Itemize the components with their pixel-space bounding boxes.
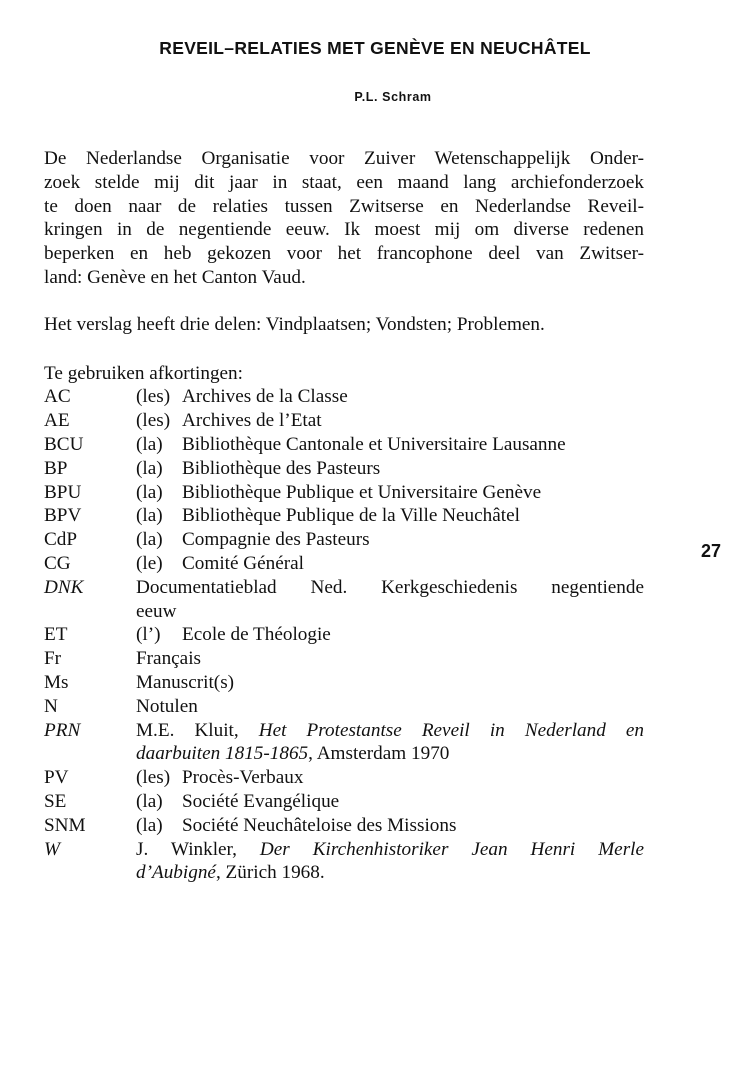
abbreviation-meaning: Bibliothèque Publique et Universitaire Genève (182, 481, 542, 503)
abbreviation-meaning: Bibliothèque des Pasteurs (182, 457, 381, 479)
abbreviation-code: PV (44, 767, 69, 789)
intro-line: De Nederlandse Organisatie voor Zuiver Wetenschappelijk Onder- (44, 148, 644, 169)
abbreviation-code: DNK (44, 576, 84, 598)
abbreviation-code: CG (44, 552, 71, 574)
reference-title: d’Aubigné (136, 862, 216, 884)
abbreviation-row (44, 409, 644, 433)
abbreviation-row (44, 647, 644, 671)
abbreviation-row (44, 552, 644, 576)
abbreviation-code: N (44, 695, 58, 717)
abbreviation-meaning: Bibliothèque Publique de la Ville Neuchâtel (182, 505, 520, 527)
abbreviation-meaning: Procès-Verbaux (182, 767, 304, 789)
abbreviation-article: (la) (136, 529, 163, 551)
abbreviation-code: PRN (44, 719, 81, 741)
abbreviation-code: BP (44, 457, 68, 479)
abbreviation-row (44, 457, 644, 481)
abbreviation-meaning: Archives de l’Etat (182, 410, 322, 432)
abbreviation-meaning: Société Neuchâteloise des Missions (182, 814, 457, 836)
abbreviation-code: BPV (44, 505, 82, 527)
reference-details: , Amsterdam 1970 (308, 743, 450, 765)
abbreviation-row (44, 528, 644, 552)
reference-title: Het Protestantse Reveil in Nederland en (258, 719, 645, 741)
abbreviation-meaning: Documentatieblad Ned. Kerkgeschiedenis negentiende (136, 576, 644, 598)
abbreviation-meaning: Manuscrit(s) (136, 671, 235, 693)
abbreviation-article: (la) (136, 814, 163, 836)
abbreviation-article: (les) (136, 410, 171, 432)
abbreviation-row (44, 481, 644, 505)
abbreviation-meaning (136, 861, 644, 885)
abbreviation-code: SE (44, 790, 67, 812)
intro-line: land: Genève en het Canton Vaud. (44, 266, 306, 288)
abbreviation-row (44, 504, 644, 528)
abbreviation-code: W (44, 838, 60, 860)
abbreviation-row (44, 766, 644, 790)
intro-line: beperken en heb gekozen voor het francophone deel van Zwitser- (44, 243, 644, 265)
abbreviation-article: (la) (136, 457, 163, 479)
abbreviation-code: Ms (44, 671, 69, 693)
abbreviation-meaning: Français (136, 648, 202, 670)
author-name: P.L. Schram (354, 90, 432, 104)
article-title: REVEIL–RELATIES MET GENÈVE EN NEUCHÂTEL (159, 38, 591, 58)
abbreviation-row (44, 695, 644, 719)
page-number: 27 (701, 541, 722, 561)
abbreviation-meaning: Ecole de Théologie (182, 624, 331, 646)
reference-title: Der Kirchenhistoriker Jean Henri Merle (259, 838, 645, 860)
abbreviation-article: (la) (136, 433, 163, 455)
abbreviation-code: SNM (44, 814, 86, 836)
abbreviation-article: (la) (136, 790, 163, 812)
abbreviation-meaning: Archives de la Classe (182, 386, 348, 408)
abbreviation-code: AC (44, 386, 71, 408)
abbreviation-row (44, 385, 644, 409)
abbreviation-article: (les) (136, 767, 171, 789)
abbreviation-meaning: Notulen (136, 695, 198, 717)
abbreviation-meaning: Compagnie des Pasteurs (182, 529, 370, 551)
abbreviation-article: (la) (136, 481, 163, 503)
abbreviation-meaning: eeuw (136, 600, 177, 622)
intro-paragraph (44, 147, 644, 290)
abbreviation-code: BCU (44, 433, 84, 455)
abbreviation-code: Fr (44, 648, 62, 670)
abbreviation-code: ET (44, 624, 68, 646)
abbreviation-row (44, 433, 644, 457)
abbreviation-row (44, 814, 644, 838)
abbreviation-row (44, 790, 644, 814)
reference-title: daarbuiten 1815-1865 (136, 743, 309, 765)
abbreviation-article: (le) (136, 552, 163, 574)
abbreviation-row (44, 623, 644, 647)
abbreviation-code: AE (44, 410, 70, 432)
abbreviations-heading: Te gebruiken afkortingen: (44, 362, 243, 384)
abbreviation-meaning (136, 838, 644, 862)
abbreviation-code: CdP (44, 529, 78, 551)
abbreviation-row (44, 671, 644, 695)
summary-paragraph: Het verslag heeft drie delen: Vindplaatsen; Vondsten; Problemen. (44, 313, 545, 335)
reference-details: , Zürich 1968. (215, 862, 325, 884)
abbreviation-article: (la) (136, 505, 163, 527)
reference-author: J. Winkler, (136, 838, 237, 860)
abbreviation-row (44, 838, 644, 886)
abbreviation-row (44, 576, 644, 624)
abbreviation-meaning (136, 742, 644, 766)
intro-line: kringen in de negentiende eeuw. Ik moest mij om diverse redenen (44, 219, 644, 241)
abbreviation-article: (les) (136, 386, 171, 408)
abbreviation-meaning: Bibliothèque Cantonale et Universitaire Lausanne (182, 433, 566, 455)
abbreviation-meaning (136, 719, 644, 743)
abbreviation-code: BPU (44, 481, 82, 503)
intro-line: zoek stelde mij dit jaar in staat, een maand lang archiefonderzoek (44, 171, 644, 193)
reference-author: M.E. Kluit, (136, 719, 239, 741)
article-body (44, 147, 644, 885)
abbreviation-row (44, 719, 644, 767)
abbreviations-list (44, 385, 644, 885)
intro-line: te doen naar de relaties tussen Zwitserse en Nederlandse Reveil- (44, 195, 644, 217)
abbreviation-meaning: Comité Général (182, 552, 305, 574)
abbreviation-meaning: Société Evangélique (182, 790, 340, 812)
abbreviation-article: (l’) (136, 624, 161, 646)
